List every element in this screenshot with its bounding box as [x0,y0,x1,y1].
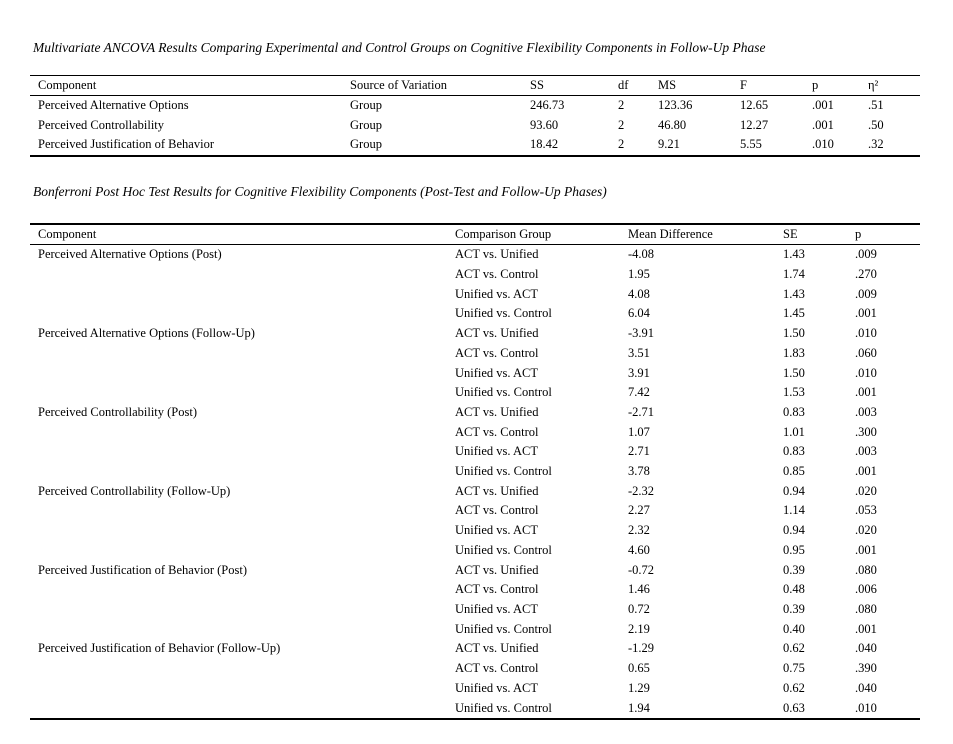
ancova-cell-f: 12.27 [740,117,769,132]
ancova-cell-ss: 18.42 [530,137,559,152]
ancova-cell-ms: 46.80 [658,117,687,132]
posthoc-table-row [30,679,920,699]
posthoc-table-row [30,699,920,720]
posthoc-cell-mean-difference: 7.42 [628,385,650,400]
posthoc-table-row [30,541,920,561]
posthoc-cell-mean-difference: -0.72 [628,562,655,577]
posthoc-cell-comparison-group: ACT vs. Control [455,424,539,439]
posthoc-cell-mean-difference: 2.27 [628,503,650,518]
posthoc-cell-comparison-group: ACT vs. Unified [455,326,539,341]
ancova-cell-p: .010 [812,137,834,152]
posthoc-table-row [30,521,920,541]
posthoc-table-row [30,462,920,482]
posthoc-cell-se: 0.95 [783,542,805,557]
ancova-cell-component: Perceived Alternative Options [38,98,189,113]
posthoc-cell-se: 1.14 [783,503,805,518]
posthoc-cell-component [30,580,455,600]
posthoc-cell-mean-difference: 4.60 [628,542,650,557]
posthoc-cell-component [30,462,455,482]
posthoc-cell-mean-difference: 3.91 [628,365,650,380]
posthoc-cell-component [30,659,455,679]
posthoc-cell-se: 0.94 [783,523,805,538]
posthoc-cell-component: Perceived Justification of Behavior (Follow-Up) [38,641,281,656]
posthoc-cell-p: .001 [855,306,877,321]
posthoc-header-row [30,224,920,245]
posthoc-cell-p: .060 [855,345,877,360]
posthoc-cell-mean-difference: 1.95 [628,267,650,282]
posthoc-cell-component [30,442,455,462]
posthoc-cell-p: .020 [855,523,877,538]
posthoc-cell-component [30,304,455,324]
ancova-header-row [30,76,920,96]
ancova-cell-source-of-variation: Group [350,117,382,132]
posthoc-cell-comparison-group: Unified vs. Control [455,385,552,400]
posthoc-cell-se: 1.50 [783,365,805,380]
posthoc-cell-comparison-group: Unified vs. Control [455,542,552,557]
posthoc-cell-mean-difference: 6.04 [628,306,650,321]
posthoc-cell-se: 0.62 [783,680,805,695]
posthoc-cell-mean-difference: -2.32 [628,483,655,498]
posthoc-cell-mean-difference: 1.29 [628,680,650,695]
posthoc-cell-component [30,364,455,384]
posthoc-cell-se: 1.01 [783,424,805,439]
posthoc-cell-se: 1.43 [783,286,805,301]
ancova-cell-df: 2 [618,117,625,132]
posthoc-cell-mean-difference: 1.46 [628,582,650,597]
posthoc-table-row [30,285,920,305]
posthoc-cell-p: .010 [855,700,877,715]
posthoc-header-mean-difference: Mean Difference [628,226,713,241]
posthoc-cell-mean-difference: 2.32 [628,523,650,538]
posthoc-cell-component: Perceived Controllability (Post) [38,404,198,419]
posthoc-cell-component: Perceived Alternative Options (Post) [38,247,222,262]
ancova-cell-ss: 93.60 [530,117,559,132]
posthoc-cell-mean-difference: -4.08 [628,247,655,262]
posthoc-cell-comparison-group: ACT vs. Control [455,503,539,518]
posthoc-cell-mean-difference: 2.19 [628,621,650,636]
posthoc-cell-comparison-group: Unified vs. ACT [455,680,538,695]
posthoc-table-row [30,265,920,285]
posthoc-cell-component [30,344,455,364]
posthoc-cell-p: .080 [855,601,877,616]
posthoc-cell-comparison-group: Unified vs. ACT [455,286,538,301]
posthoc-table [30,223,920,721]
ancova-cell-ms: 9.21 [658,137,680,152]
posthoc-table-row [30,639,920,659]
ancova-cell-source-of-variation: Group [350,98,382,113]
posthoc-cell-mean-difference: -1.29 [628,641,655,656]
ancova-cell-component: Perceived Controllability [38,117,165,132]
posthoc-table-row [30,245,920,265]
posthoc-cell-se: 1.45 [783,306,805,321]
posthoc-cell-comparison-group: Unified vs. Control [455,621,552,636]
posthoc-table-row [30,324,920,344]
posthoc-table-row [30,482,920,502]
posthoc-cell-mean-difference: 3.78 [628,464,650,479]
posthoc-cell-comparison-group: ACT vs. Unified [455,641,539,656]
ancova-header-p: p [812,78,819,92]
ancova-cell-f: 5.55 [740,137,762,152]
posthoc-cell-component [30,600,455,620]
posthoc-cell-p: .020 [855,483,877,498]
posthoc-cell-se: 0.85 [783,464,805,479]
posthoc-cell-comparison-group: Unified vs. ACT [455,601,538,616]
posthoc-cell-se: 0.39 [783,601,805,616]
ancova-cell-eta-squared: .50 [868,117,884,132]
posthoc-cell-comparison-group: ACT vs. Unified [455,247,539,262]
ancova-table-body [30,96,920,156]
posthoc-cell-mean-difference: 1.94 [628,700,650,715]
posthoc-cell-mean-difference: 4.08 [628,286,650,301]
posthoc-table-row [30,561,920,581]
ancova-header-eta-squared: η² [868,78,879,92]
posthoc-cell-p: .006 [855,582,877,597]
posthoc-cell-comparison-group: ACT vs. Unified [455,483,539,498]
posthoc-cell-comparison-group: Unified vs. Control [455,700,552,715]
posthoc-cell-component [30,285,455,305]
posthoc-cell-p: .300 [855,424,877,439]
ancova-header-ss: SS [530,78,544,92]
posthoc-table-title: Bonferroni Post Hoc Test Results for Cognitive Flexibility Components (Post-Test and Follow-Up Phases) [33,183,607,199]
posthoc-cell-p: .003 [855,404,877,419]
posthoc-cell-p: .390 [855,661,877,676]
posthoc-cell-p: .040 [855,641,877,656]
ancova-cell-f: 12.65 [740,98,769,113]
ancova-header-df: df [618,78,629,92]
posthoc-cell-se: 0.48 [783,582,805,597]
posthoc-cell-se: 0.83 [783,404,805,419]
ancova-table [30,75,920,157]
posthoc-table-row [30,344,920,364]
posthoc-cell-p: .080 [855,562,877,577]
posthoc-cell-component: Perceived Controllability (Follow-Up) [38,483,231,498]
posthoc-cell-comparison-group: ACT vs. Control [455,582,539,597]
posthoc-cell-comparison-group: Unified vs. ACT [455,523,538,538]
posthoc-cell-comparison-group: Unified vs. ACT [455,365,538,380]
posthoc-cell-se: 0.62 [783,641,805,656]
posthoc-cell-se: 0.63 [783,700,805,715]
posthoc-cell-mean-difference: 0.72 [628,601,650,616]
ancova-cell-component: Perceived Justification of Behavior [38,137,214,152]
posthoc-table-row [30,659,920,679]
posthoc-cell-p: .001 [855,621,877,636]
posthoc-cell-p: .001 [855,385,877,400]
posthoc-cell-comparison-group: Unified vs. Control [455,306,552,321]
posthoc-cell-mean-difference: 3.51 [628,345,650,360]
posthoc-table-row [30,442,920,462]
posthoc-cell-mean-difference: -2.71 [628,404,655,419]
posthoc-cell-comparison-group: ACT vs. Unified [455,404,539,419]
posthoc-table-row [30,501,920,521]
posthoc-cell-p: .001 [855,542,877,557]
posthoc-cell-se: 1.53 [783,385,805,400]
posthoc-header-comparison-group: Comparison Group [455,226,552,241]
posthoc-cell-se: 1.74 [783,267,805,282]
posthoc-table-row [30,580,920,600]
posthoc-cell-se: 0.75 [783,661,805,676]
ancova-header-source-of-variation: Source of Variation [350,78,447,92]
posthoc-cell-component [30,383,455,403]
posthoc-header-p: p [855,226,862,241]
posthoc-table-row [30,600,920,620]
ancova-cell-ms: 123.36 [658,98,693,113]
posthoc-cell-p: .009 [855,286,877,301]
posthoc-table-row [30,620,920,640]
posthoc-cell-se: 1.83 [783,345,805,360]
posthoc-cell-comparison-group: ACT vs. Control [455,267,539,282]
posthoc-cell-component [30,501,455,521]
posthoc-cell-mean-difference: 1.07 [628,424,650,439]
posthoc-header-component: Component [38,226,97,241]
posthoc-cell-se: 1.43 [783,247,805,262]
ancova-cell-p: .001 [812,117,834,132]
posthoc-cell-p: .053 [855,503,877,518]
ancova-header-component: Component [38,78,97,92]
posthoc-table-row [30,304,920,324]
posthoc-cell-component [30,679,455,699]
posthoc-cell-mean-difference: 2.71 [628,444,650,459]
posthoc-table-row [30,383,920,403]
posthoc-cell-component [30,265,455,285]
posthoc-table-row [30,403,920,423]
posthoc-cell-comparison-group: ACT vs. Control [455,345,539,360]
posthoc-cell-component [30,699,455,720]
posthoc-cell-component [30,423,455,443]
ancova-cell-source-of-variation: Group [350,137,382,152]
posthoc-cell-p: .009 [855,247,877,262]
posthoc-cell-component: Perceived Justification of Behavior (Post) [38,562,247,577]
posthoc-table-row [30,423,920,443]
ancova-cell-ss: 246.73 [530,98,565,113]
posthoc-cell-mean-difference: 0.65 [628,661,650,676]
posthoc-cell-p: .270 [855,267,877,282]
posthoc-cell-p: .010 [855,326,877,341]
posthoc-cell-comparison-group: ACT vs. Control [455,661,539,676]
posthoc-cell-p: .003 [855,444,877,459]
ancova-table-title: Multivariate ANCOVA Results Comparing Experimental and Control Groups on Cognitive Flexibility Components in Follow-Up Phase [33,40,766,55]
ancova-cell-df: 2 [618,137,625,152]
posthoc-cell-component [30,620,455,640]
posthoc-cell-comparison-group: Unified vs. ACT [455,444,538,459]
ancova-table-row [30,116,920,135]
ancova-cell-eta-squared: .32 [868,137,884,152]
ancova-header-ms: MS [658,78,677,92]
posthoc-cell-comparison-group: ACT vs. Unified [455,562,539,577]
posthoc-header-se: SE [783,226,798,241]
posthoc-cell-component: Perceived Alternative Options (Follow-Up) [38,326,255,341]
posthoc-cell-se: 0.40 [783,621,805,636]
posthoc-cell-comparison-group: Unified vs. Control [455,464,552,479]
ancova-table-row [30,96,920,116]
posthoc-cell-component [30,541,455,561]
ancova-table-row [30,135,920,155]
posthoc-cell-p: .040 [855,680,877,695]
posthoc-cell-se: 0.94 [783,483,805,498]
posthoc-cell-component [30,521,455,541]
posthoc-cell-se: 0.83 [783,444,805,459]
ancova-cell-df: 2 [618,98,625,113]
posthoc-table-body [30,245,920,719]
posthoc-table-row [30,364,920,384]
posthoc-cell-mean-difference: -3.91 [628,326,655,341]
posthoc-cell-p: .010 [855,365,877,380]
ancova-cell-p: .001 [812,98,834,113]
posthoc-cell-se: 0.39 [783,562,805,577]
posthoc-cell-p: .001 [855,464,877,479]
ancova-cell-eta-squared: .51 [868,98,884,113]
ancova-header-f: F [740,78,747,92]
posthoc-cell-se: 1.50 [783,326,805,341]
